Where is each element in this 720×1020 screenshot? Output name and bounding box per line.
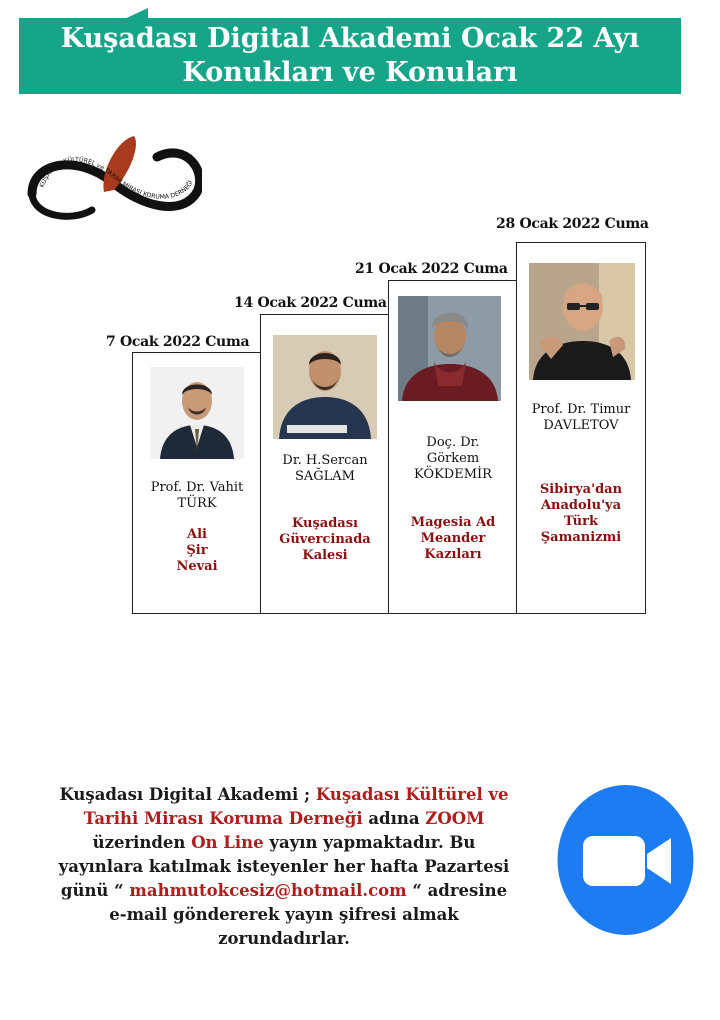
- association-logo: [22, 132, 202, 230]
- speaker-photo-3: [398, 296, 501, 401]
- title-line-1: Kuşadası Digital Akademi Ocak 22 Ayı: [60, 23, 640, 54]
- logo-text: KUŞADASI KÜLTÜREL ve TARİHİ MİRASI KORUMA DERNEĞİ: [38, 156, 195, 201]
- date-4: 28 Ocak 2022 Cuma: [496, 216, 649, 232]
- video-camera-icon: [557, 784, 694, 936]
- info-line-6: e-mail göndererek yayın şifresi almak: [109, 905, 459, 924]
- speaker-photo-1: [150, 367, 244, 459]
- date-3: 21 Ocak 2022 Cuma: [355, 261, 508, 277]
- date-1: 7 Ocak 2022 Cuma: [106, 334, 250, 350]
- speaker-name-1: Prof. Dr. Vahit TÜRK: [150, 480, 244, 511]
- session-card-2: [260, 314, 390, 614]
- speaker-photo-4: [529, 263, 635, 380]
- logo-ring-tail: [32, 194, 92, 216]
- info-line-2: Tarihi Mirası Koruma Derneği adına ZOOM: [83, 809, 485, 828]
- title-line-2: Konukları ve Konuları: [182, 57, 518, 88]
- session-card-3: [388, 280, 518, 614]
- title-banner: [19, 18, 681, 94]
- session-card-4: [516, 242, 646, 614]
- topic-4: Sibirya'dan Anadolu'ya Türk Şamanizmi: [539, 482, 623, 545]
- info-line-7: zorundadırlar.: [218, 929, 350, 948]
- speaker-photo-2: [273, 335, 377, 439]
- info-line-1: Kuşadası Digital Akademi ; Kuşadası Kültürel ve: [59, 785, 509, 804]
- date-2: 14 Ocak 2022 Cuma: [234, 295, 387, 311]
- topic-2: Kuşadası Güvercinada Kalesi: [279, 516, 371, 563]
- email-address: mahmutokcesiz@hotmail.com: [129, 881, 407, 900]
- topic-3: Magesia Ad Meander Kazıları: [410, 515, 496, 562]
- session-card-1: [132, 352, 262, 614]
- topic-1: Ali Şir Nevai: [176, 527, 218, 574]
- info-line-5: günü “ mahmutokcesiz@hotmail.com “ adresine: [60, 881, 508, 900]
- info-line-4: yayınlara katılmak isteyenler her hafta Pazartesi: [58, 857, 510, 876]
- speaker-name-4: Prof. Dr. Timur DAVLETOV: [531, 402, 631, 433]
- info-paragraph: [34, 783, 534, 951]
- info-line-3: üzerinden On Line yayın yapmaktadır. Bu: [92, 833, 476, 852]
- speaker-name-2: Dr. H.Sercan SAĞLAM: [282, 453, 368, 484]
- speaker-name-3: Doç. Dr. Görkem KÖKDEMİR: [414, 435, 492, 482]
